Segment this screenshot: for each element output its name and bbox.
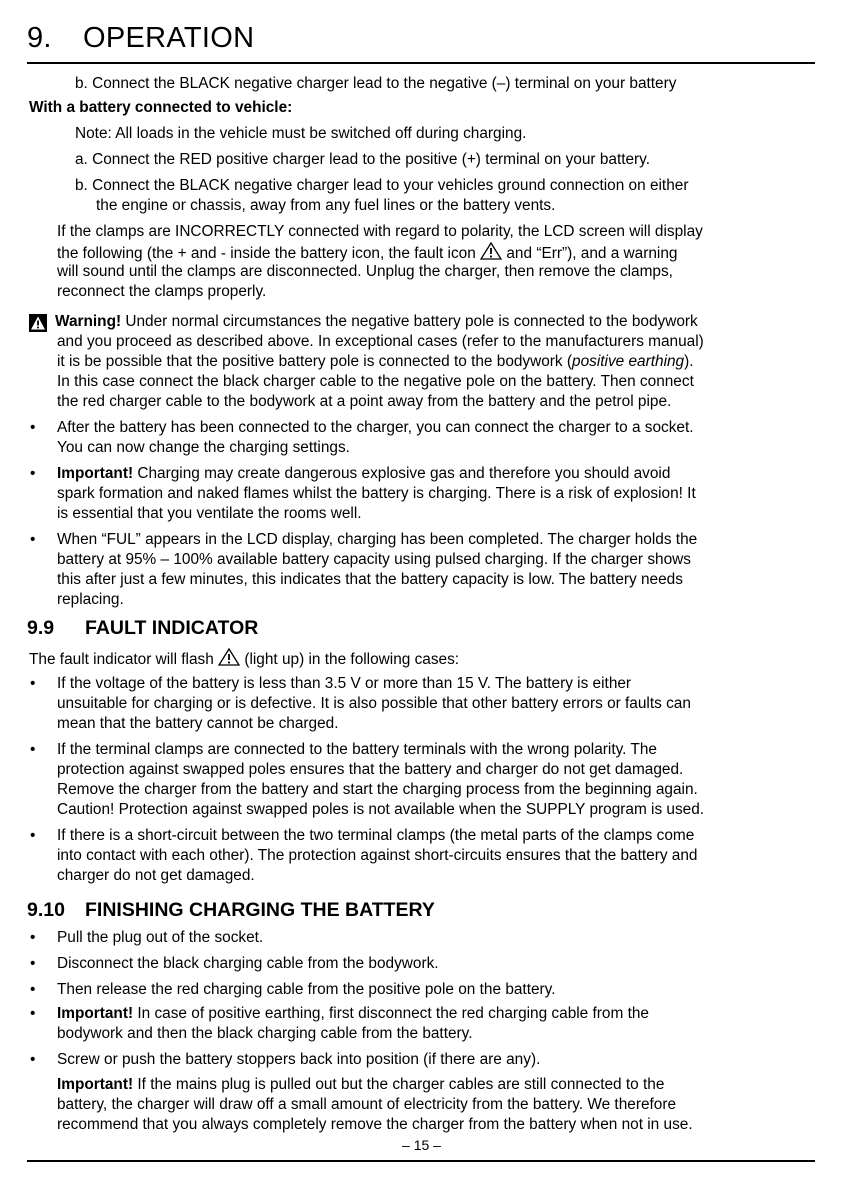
bullet-text: You can now change the charging settings.	[57, 439, 350, 456]
bullet-marker: •	[30, 419, 36, 436]
bullet-text: Important! Charging may create dangerous explosive gas and therefore you should avoid	[57, 465, 671, 482]
paragraph-line: The fault indicator will flash (light up) in the following cases:	[29, 648, 459, 670]
paragraph-line: In this case connect the black charger cable to the negative pole on the battery. Then connect	[57, 373, 694, 390]
bullet-text: If the voltage of the battery is less than 3.5 V or more than 15 V. The battery is either	[57, 675, 632, 692]
bullet-marker: •	[30, 1005, 36, 1022]
bottom-rule	[27, 1160, 815, 1162]
bullet-marker: •	[30, 531, 36, 548]
subheading-vehicle: With a battery connected to vehicle:	[29, 99, 293, 116]
top-rule	[27, 62, 815, 64]
bullet-text: When “FUL” appears in the LCD display, charging has been completed. The charger holds the	[57, 531, 698, 548]
warning-triangle-icon	[218, 648, 240, 666]
bullet-marker: •	[30, 981, 36, 998]
bullet-text: Screw or push the battery stoppers back into position (if there are any).	[57, 1051, 541, 1068]
paragraph-line: reconnect the clamps properly.	[57, 283, 267, 300]
bullet-marker: •	[30, 929, 36, 946]
bullet-marker: •	[30, 465, 36, 482]
heading-fault-indicator: 9.9 FAULT INDICATOR	[27, 617, 259, 639]
bullet-text: into contact with each other). The protection against short-circuits ensures that the battery and	[57, 847, 698, 864]
heading-finishing-charging: 9.10 FINISHING CHARGING THE BATTERY	[27, 899, 435, 921]
bullet-marker: •	[30, 955, 36, 972]
warning-label: Warning!	[55, 313, 122, 330]
section-title	[27, 22, 254, 55]
note-text: Note: All loads in the vehicle must be switched off during charging.	[75, 125, 527, 142]
step-a-text: a. Connect the RED positive charger lead to the positive (+) terminal on your battery.	[75, 151, 651, 168]
bullet-text: Caution! Protection against swapped poles is not available when the SUPPLY program is used.	[57, 801, 705, 818]
paragraph-line: recommend that you always completely remove the charger from the battery when not in use.	[57, 1116, 693, 1133]
paragraph-line: battery, the charger will draw off a small amount of electricity from the battery. We therefore	[57, 1096, 677, 1113]
bullet-text: bodywork and then the black charging cable from the battery.	[57, 1025, 473, 1042]
paragraph-line: If the clamps are INCORRECTLY connected with regard to polarity, the LCD screen will display	[57, 223, 703, 240]
paragraph-line: Important! If the mains plug is pulled out but the charger cables are still connected to the	[57, 1076, 665, 1093]
bullet-text: mean that the battery cannot be charged.	[57, 715, 339, 732]
bullet-marker: •	[30, 741, 36, 758]
bullet-text: Then release the red charging cable from the positive pole on the battery.	[57, 981, 556, 998]
bullet-text: Remove the charger from the battery and start the charging process from the beginning again.	[57, 781, 698, 798]
warning-box-icon	[29, 314, 47, 332]
bullet-text: Important! In case of positive earthing, first disconnect the red charging cable from the	[57, 1005, 649, 1022]
bullet-text: battery at 95% – 100% available battery capacity using pulsed charging. If the charger shows	[57, 551, 691, 568]
bullet-text: charger do not get damaged.	[57, 867, 255, 884]
bullet-marker: •	[30, 675, 36, 692]
paragraph-line: the red charger cable to the bodywork at a point away from the battery and the petrol pipe.	[57, 393, 672, 410]
step-b2-text: b. Connect the BLACK negative charger lead to your vehicles ground connection on either	[75, 177, 689, 194]
section-title-text: OPERATION	[83, 22, 255, 54]
bullet-text: Pull the plug out of the socket.	[57, 929, 264, 946]
bullet-text: unsuitable for charging or is defective. It is also possible that other battery errors or faults can	[57, 695, 691, 712]
bullet-text: If there is a short-circuit between the two terminal clamps (the metal parts of the clamps come	[57, 827, 695, 844]
bullet-marker: •	[30, 827, 36, 844]
page-number: – 15 –	[402, 1137, 441, 1153]
bullet-marker: •	[30, 1051, 36, 1068]
bullet-text: is essential that you ventilate the rooms well.	[57, 505, 362, 522]
step-b2-text-cont: the engine or chassis, away from any fuel lines or the battery vents.	[96, 197, 556, 214]
section-number: 9.	[27, 22, 52, 54]
paragraph-line: it is be possible that the positive battery pole is connected to the bodywork (positive earthing).	[57, 353, 694, 370]
bullet-text: protection against swapped poles ensures that the battery and charger do not get damaged.	[57, 761, 684, 778]
warning-triangle-icon	[480, 242, 502, 260]
paragraph-line: will sound until the clamps are disconnected. Unplug the charger, then remove the clamps,	[57, 263, 673, 280]
paragraph-line: and you proceed as described above. In exceptional cases (refer to the manufacturers manual)	[57, 333, 704, 350]
bullet-text: spark formation and naked flames whilst the battery is charging. There is a risk of explosion! It	[57, 485, 696, 502]
bullet-text: After the battery has been connected to the charger, you can connect the charger to a socket.	[57, 419, 694, 436]
bullet-text: Disconnect the black charging cable from the bodywork.	[57, 955, 439, 972]
step-b-text: b. Connect the BLACK negative charger lead to the negative (–) terminal on your battery	[75, 75, 677, 92]
bullet-text: If the terminal clamps are connected to the battery terminals with the wrong polarity. The	[57, 741, 657, 758]
paragraph-line: the following (the + and - inside the battery icon, the fault icon and “Err”), and a warning	[57, 242, 677, 264]
bullet-text: this after just a few minutes, this indicates that the battery capacity is low. The battery needs	[57, 571, 683, 588]
warning-paragraph: Warning! Under normal circumstances the negative battery pole is connected to the bodywork	[55, 313, 698, 330]
bullet-text: replacing.	[57, 591, 124, 608]
